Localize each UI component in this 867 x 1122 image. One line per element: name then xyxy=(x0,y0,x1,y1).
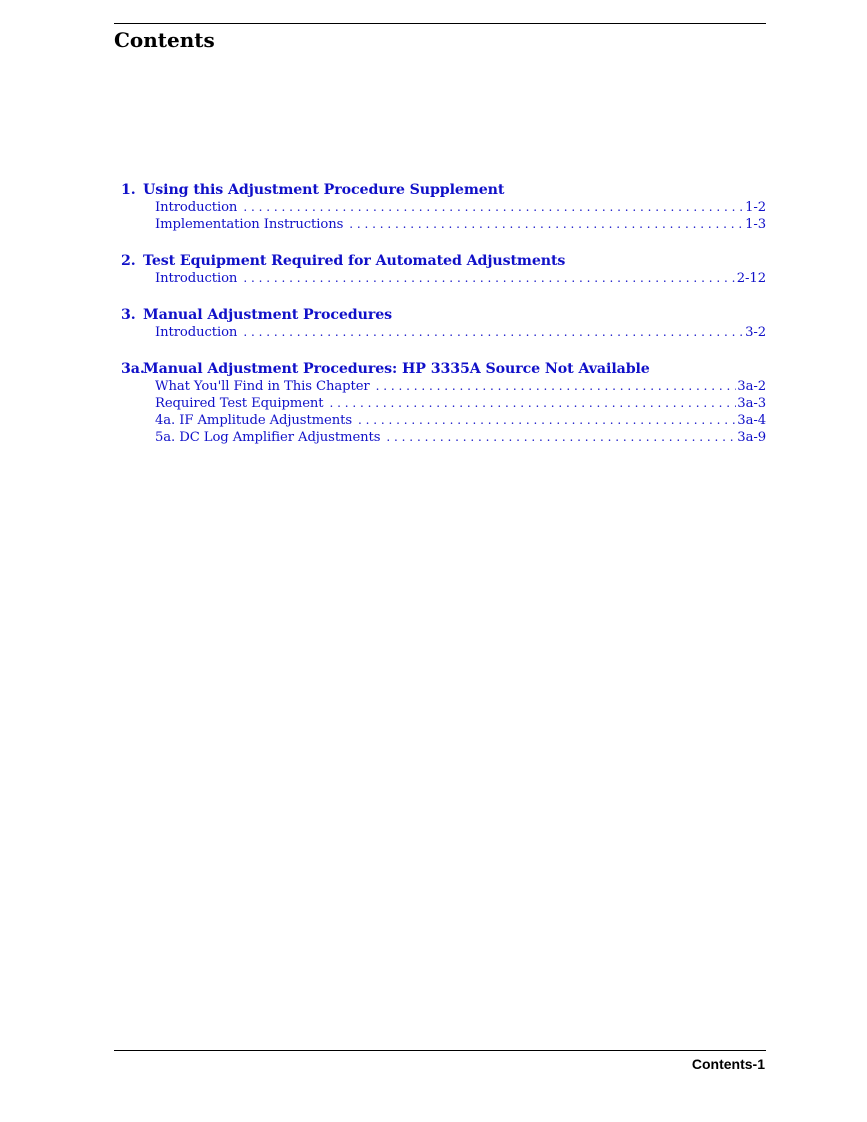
entry-page-number: 2-12 xyxy=(736,271,766,286)
toc-chapter-3a xyxy=(114,360,766,446)
toc-chapter-3 xyxy=(114,306,766,341)
toc-entry-link[interactable] xyxy=(155,324,766,341)
chapter-number: 2. xyxy=(121,253,136,269)
table-of-contents xyxy=(114,181,766,465)
chapter-heading[interactable] xyxy=(114,252,766,270)
entry-page-number: 3a-9 xyxy=(737,430,766,445)
toc-entry-link[interactable] xyxy=(155,378,766,395)
dot-leader xyxy=(358,412,736,429)
entry-label: 4a. IF Amplitude Adjustments xyxy=(155,413,353,428)
entry-label: 5a. DC Log Amplifier Adjustments xyxy=(155,430,381,445)
footer-rule xyxy=(114,1050,766,1051)
toc-entry-link[interactable] xyxy=(155,429,766,446)
entry-label: Required Test Equipment xyxy=(155,396,324,411)
dot-leader xyxy=(386,429,736,446)
entry-label: Introduction xyxy=(155,325,238,340)
dot-leader xyxy=(330,395,737,412)
page-number-label: Contents-1 xyxy=(691,1056,765,1072)
entry-label: Introduction xyxy=(155,271,238,286)
entry-label: Introduction xyxy=(155,200,238,215)
entry-page-number: 1-3 xyxy=(745,217,766,232)
toc-entry-link[interactable] xyxy=(155,216,766,233)
header-rule xyxy=(114,23,766,24)
chapter-heading[interactable] xyxy=(114,360,766,378)
chapter-heading[interactable] xyxy=(114,306,766,324)
chapter-title-link[interactable]: Manual Adjustment Procedures: HP 3335A Source Not Available xyxy=(143,361,650,377)
entry-label: What You'll Find in This Chapter xyxy=(155,379,370,394)
entry-page-number: 3a-4 xyxy=(737,413,766,428)
chapter-title-link[interactable]: Using this Adjustment Procedure Supplement xyxy=(143,182,505,198)
chapter-heading[interactable] xyxy=(114,181,766,199)
toc-entry-link[interactable] xyxy=(155,270,766,287)
dot-leader xyxy=(349,216,744,233)
chapter-number: 3. xyxy=(121,307,136,323)
page-title: Contents xyxy=(114,28,215,52)
toc-entry-link[interactable] xyxy=(155,199,766,216)
chapter-title-link[interactable]: Test Equipment Required for Automated Adjustments xyxy=(143,253,566,269)
entry-page-number: 3a-2 xyxy=(737,379,766,394)
chapter-title-link[interactable]: Manual Adjustment Procedures xyxy=(143,307,393,323)
toc-chapter-2 xyxy=(114,252,766,287)
entry-page-number: 3-2 xyxy=(745,325,766,340)
entry-page-number: 1-2 xyxy=(745,200,766,215)
toc-chapter-1 xyxy=(114,181,766,233)
entry-page-number: 3a-3 xyxy=(737,396,766,411)
toc-entry-link[interactable] xyxy=(155,395,766,412)
toc-entry-link[interactable] xyxy=(155,412,766,429)
dot-leader xyxy=(243,199,744,216)
dot-leader xyxy=(376,378,737,395)
chapter-number: 1. xyxy=(121,182,136,198)
entry-label: Implementation Instructions xyxy=(155,217,344,232)
chapter-number: 3a. xyxy=(121,361,145,377)
dot-leader xyxy=(243,324,744,341)
dot-leader xyxy=(243,270,735,287)
